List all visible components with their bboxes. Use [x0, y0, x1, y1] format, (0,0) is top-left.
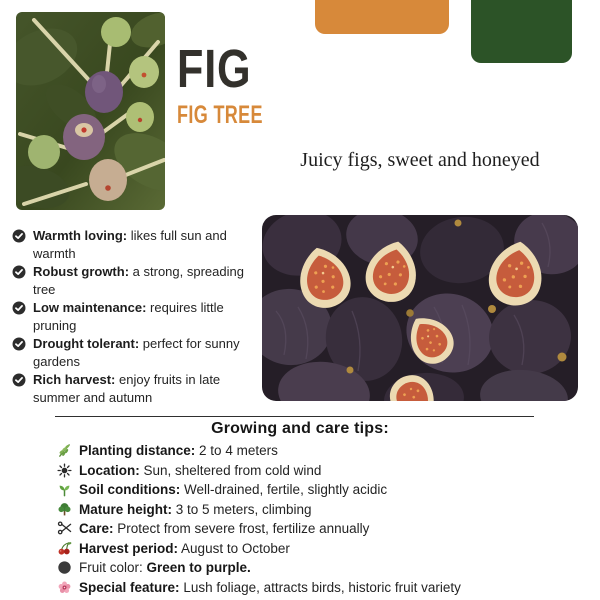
feature-text: requires little pruning: [33, 300, 224, 333]
orange-accent-shape: [315, 0, 449, 34]
sun-icon: [57, 463, 72, 478]
tip-text: August to October: [181, 540, 290, 556]
feature-item: [12, 263, 262, 299]
tip-row: [57, 480, 587, 500]
check-badge-icon: [12, 229, 26, 243]
tip-text: Lush foliage, attracts birds, historic fruit variety: [183, 579, 461, 595]
tip-row: [57, 578, 587, 598]
section-divider: [55, 416, 534, 417]
page-subtitle: FIG TREE: [177, 101, 263, 129]
blossom-icon: [57, 580, 72, 595]
check-badge-icon: [12, 373, 26, 387]
tip-text: Protect from severe frost, fertilize annually: [117, 521, 370, 537]
tip-label: Location:: [79, 462, 140, 478]
tip-row: [57, 461, 587, 481]
feature-text: perfect for sunny gardens: [33, 336, 240, 369]
black-circle-icon: [57, 560, 72, 575]
tip-row: [57, 558, 587, 578]
tip-text: Well-drained, fertile, slightly acidic: [184, 482, 388, 498]
tip-text: Sun, sheltered from cold wind: [143, 462, 322, 478]
feature-label: Rich harvest:: [33, 372, 116, 387]
feature-label: Low maintenance:: [33, 300, 147, 315]
check-badge-icon: [12, 301, 26, 315]
feature-item: [12, 335, 262, 371]
tree-icon: [57, 502, 72, 517]
fig-tree-photo-illustration: [16, 12, 165, 210]
feature-item: [12, 299, 262, 335]
scissors-icon: [57, 521, 72, 536]
tip-row: [57, 441, 587, 461]
feature-text: enjoy fruits in late summer and autumn: [33, 372, 221, 405]
green-accent-shape: [471, 0, 572, 63]
fig-tree-photo: [16, 12, 165, 210]
tip-row: [57, 519, 587, 539]
feature-item: [12, 227, 262, 263]
check-badge-icon: [12, 337, 26, 351]
feature-label: Warmth loving:: [33, 228, 128, 243]
tagline: Juicy figs, sweet and honeyed: [300, 149, 540, 171]
tip-row: [57, 500, 587, 520]
cut-figs-photo-illustration: [262, 215, 578, 401]
tip-label: Harvest period:: [79, 540, 179, 556]
tip-label: Mature height:: [79, 501, 172, 517]
herb-icon: [57, 443, 72, 458]
tip-label: Soil conditions:: [79, 482, 181, 498]
tip-label: Care:: [79, 521, 114, 537]
tip-row: [57, 539, 587, 559]
cherries-icon: [57, 541, 72, 556]
feature-text: a strong, spreading tree: [33, 264, 244, 297]
feature-item: [12, 371, 262, 407]
tip-label: Planting distance:: [79, 443, 196, 459]
cut-figs-photo: [262, 215, 578, 401]
feature-text: likes full sun and warmth: [33, 228, 227, 261]
feature-label: Robust growth:: [33, 264, 130, 279]
feature-list: [12, 227, 262, 407]
tip-label: Special feature:: [79, 579, 180, 595]
tip-text: Green to purple.: [146, 560, 251, 576]
seedling-icon: [57, 482, 72, 497]
feature-label: Drought tolerant:: [33, 336, 140, 351]
page-title: FIG: [177, 39, 252, 99]
tip-label: Fruit color:: [79, 560, 143, 576]
tips-heading: Growing and care tips:: [211, 420, 389, 437]
check-badge-icon: [12, 265, 26, 279]
tips-list: [57, 441, 587, 597]
tip-text: 3 to 5 meters, climbing: [175, 501, 312, 517]
tip-text: 2 to 4 meters: [199, 443, 278, 459]
